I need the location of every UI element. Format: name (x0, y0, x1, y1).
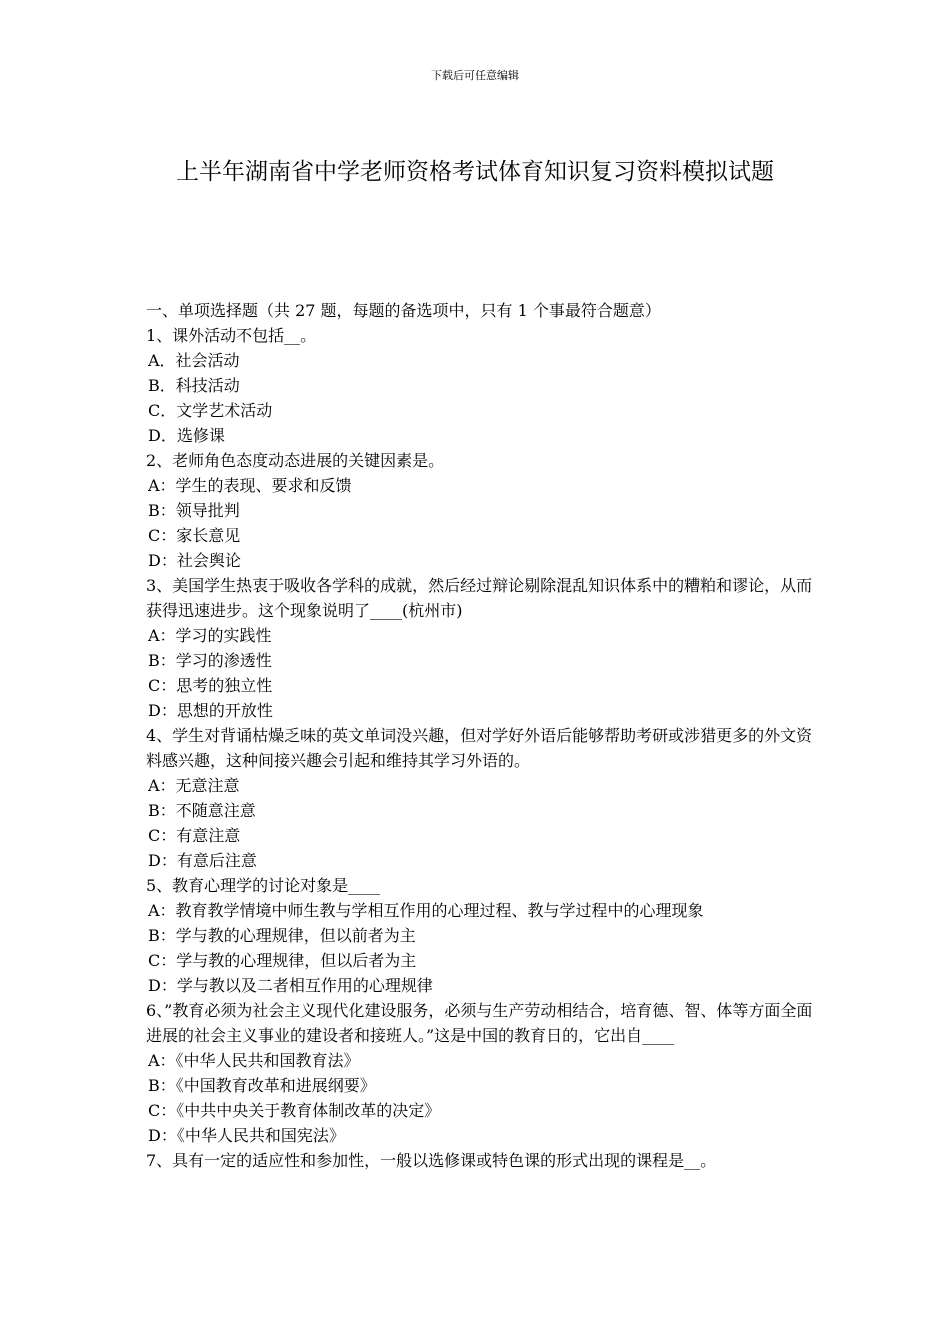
question-stem: 3、美国学生热衷于吸收各学科的成就，然后经过辩论剔除混乱知识体系中的糟粕和谬论，从而获得迅速进步。这个现象说明了____(杭州市) (146, 576, 813, 620)
option-item: A：学生的表现、要求和反馈 (148, 476, 352, 495)
question-stem: 7、具有一定的适应性和参加性，一般以选修课或特色课的形式出现的课程是__。 (146, 1151, 717, 1170)
option-item: D：《中华人民共和国宪法》 (148, 1126, 345, 1145)
option-item: A：无意注意 (148, 776, 240, 795)
option-item: C．文学艺术活动 (148, 401, 273, 420)
document-title: 上半年湖南省中学老师资格考试体育知识复习资料模拟试题 (176, 159, 774, 185)
option-item: A．社会活动 (148, 351, 240, 370)
option-item: C：思考的独立性 (148, 676, 273, 695)
question-list (146, 298, 818, 1173)
option-item: C：家长意见 (148, 526, 241, 545)
option-item: B：学习的渗透性 (148, 651, 272, 670)
option-item: B：不随意注意 (148, 801, 256, 820)
option-item: D：思想的开放性 (148, 701, 273, 720)
option-item: A：教育教学情境中师生教与学相互作用的心理过程、教与学过程中的心理现象 (148, 901, 704, 920)
option-item: C：学与教的心理规律，但以后者为主 (148, 951, 417, 970)
page-header: 下载后可任意编辑 (431, 69, 519, 82)
option-item: D：社会舆论 (148, 551, 241, 570)
option-item: B．科技活动 (148, 376, 240, 395)
option-item: C：有意注意 (148, 826, 241, 845)
option-item: D：学与教以及二者相互作用的心理规律 (148, 976, 433, 995)
option-item: A：学习的实践性 (148, 626, 272, 645)
option-item: C：《中共中央关于教育体制改革的决定》 (148, 1101, 441, 1120)
question-stem: 1、课外活动不包括__。 (146, 326, 317, 345)
option-item: B：领导批判 (148, 501, 240, 520)
section-heading: 一、单项选择题（共 27 题，每题的备选项中，只有 1 个事最符合题意） (146, 301, 661, 320)
question-stem: 6、”教育必须为社会主义现代化建设服务，必须与生产劳动相结合，培育德、智、体等方面全面进展的社会主义事业的建设者和接班人。”这是中国的教育日的，它出自____ (146, 1001, 813, 1045)
question-stem: 5、教育心理学的讨论对象是____ (146, 876, 381, 895)
question-stem: 4、学生对背诵枯燥乏味的英文单词没兴趣，但对学好外语后能够帮助考研或涉猎更多的外文资料感兴趣，这种间接兴趣会引起和维持其学习外语的。 (146, 726, 813, 770)
option-item: A：《中华人民共和国教育法》 (148, 1051, 360, 1070)
option-item: B：学与教的心理规律，但以前者为主 (148, 926, 416, 945)
option-item: B：《中国教育改革和进展纲要》 (148, 1076, 376, 1095)
option-item: D．选修课 (148, 426, 225, 445)
question-stem: 2、老师角色态度动态进展的关键因素是。 (146, 451, 445, 470)
option-item: D：有意后注意 (148, 851, 257, 870)
